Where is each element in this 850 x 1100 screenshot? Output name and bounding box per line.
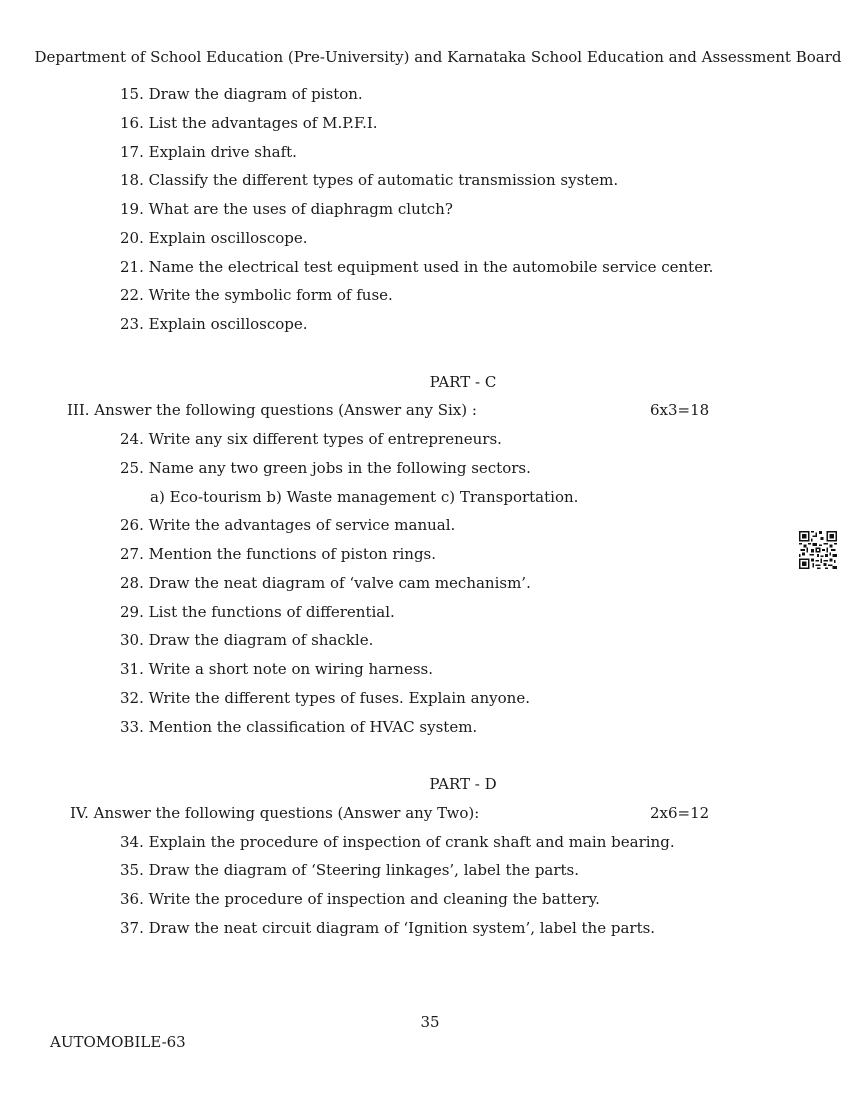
part-d-marks: 2x6=12 <box>650 804 710 822</box>
part-c-instruction: III. Answer the following questions (Answer any Six) : <box>67 401 477 419</box>
question-32: 32. Write the different types of fuses. Explain anyone. <box>120 689 530 707</box>
question-31: 31. Write a short note on wiring harness. <box>120 660 434 678</box>
question-28: 28. Draw the neat diagram of ‘valve cam mechanism’. <box>120 574 531 592</box>
question-25: 25. Name any two green jobs in the following sectors. <box>120 459 531 477</box>
question-21: 21. Name the electrical test equipment used in the automobile service center. <box>120 258 714 276</box>
part-d-instruction: IV. Answer the following questions (Answer any Two): <box>70 804 480 822</box>
question-33: 33. Mention the classification of HVAC system. <box>120 718 478 736</box>
question-24: 24. Write any six different types of entrepreneurs. <box>120 430 502 448</box>
question-37: 37. Draw the neat circuit diagram of ‘Ignition system’, label the parts. <box>120 919 656 937</box>
question-23: 23. Explain oscilloscope. <box>120 315 308 333</box>
question-27: 27. Mention the functions of piston rings. <box>120 545 437 563</box>
question-25-options: a) Eco-tourism b) Waste management c) Transportation. <box>150 488 579 506</box>
question-29: 29. List the functions of differential. <box>120 603 395 621</box>
question-26: 26. Write the advantages of service manual. <box>120 516 456 534</box>
question-30: 30. Draw the diagram of shackle. <box>120 631 374 649</box>
question-20: 20. Explain oscilloscope. <box>120 229 308 247</box>
question-15: 15. Draw the diagram of piston. <box>120 85 363 103</box>
footer-code: AUTOMOBILE-63 <box>50 1033 186 1051</box>
qr-code-icon <box>799 531 837 569</box>
question-36: 36. Write the procedure of inspection and cleaning the battery. <box>120 890 600 908</box>
part-c-title: PART - C <box>429 373 497 391</box>
question-19: 19. What are the uses of diaphragm clutch? <box>120 200 453 218</box>
question-34: 34. Explain the procedure of inspection of crank shaft and main bearing. <box>120 833 675 851</box>
question-18: 18. Classify the different types of automatic transmission system. <box>120 171 619 189</box>
part-c-marks: 6x3=18 <box>650 401 710 419</box>
part-d-title: PART - D <box>429 775 497 793</box>
page-number: 35 <box>420 1013 440 1031</box>
question-22: 22. Write the symbolic form of fuse. <box>120 286 393 304</box>
question-17: 17. Explain drive shaft. <box>120 143 297 161</box>
page-header: Department of School Education (Pre-University) and Karnataka School Education and Assessment Board <box>34 48 842 66</box>
question-35: 35. Draw the diagram of ‘Steering linkages’, label the parts. <box>120 861 580 879</box>
question-16: 16. List the advantages of M.P.F.I. <box>120 114 378 132</box>
